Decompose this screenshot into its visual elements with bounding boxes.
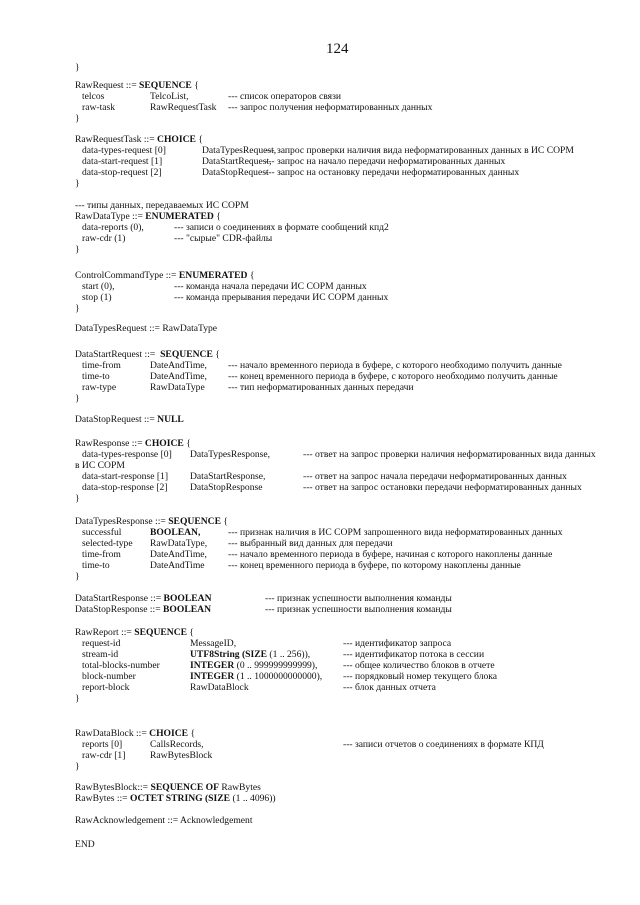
- asn1-field-type: DataTypesResponse,: [190, 449, 271, 460]
- asn1-field-type: RawDataBlock: [190, 682, 249, 693]
- asn1-field-name: raw-cdr [1]: [82, 750, 126, 761]
- asn1-field-name: }: [75, 693, 80, 704]
- asn1-field-name: }: [75, 493, 80, 504]
- asn1-field-name: END: [75, 839, 95, 850]
- asn1-comment: --- запрос получения неформатированных данных: [228, 102, 433, 113]
- asn1-field-name: time-to: [82, 560, 110, 571]
- asn1-field-type: MessageID,: [190, 638, 237, 649]
- asn1-comment: --- записи отчетов о соединениях в формате КПД: [343, 739, 544, 750]
- asn1-field-type: UTF8String (SIZE (1 .. 256)),: [190, 649, 311, 660]
- asn1-field-type: DataStartResponse,: [190, 471, 266, 482]
- asn1-line: DataStartRequest ::= SEQUENCE {: [75, 349, 220, 360]
- asn1-comment: --- признак успешности выполнения команды: [265, 604, 452, 615]
- asn1-comment: --- начало временного периода в буфере, начиная с которого накоплены данные: [228, 549, 553, 560]
- asn1-field-name: raw-task: [82, 102, 116, 113]
- asn1-field-name: RawAcknowledgement ::= Acknowledgement: [75, 815, 253, 826]
- asn1-field-name: telcos: [82, 91, 105, 102]
- asn1-field-name: selected-type: [82, 538, 133, 549]
- asn1-field-type: DateAndTime: [150, 560, 205, 571]
- asn1-field-name: request-id: [82, 638, 121, 649]
- asn1-field-name: }: [75, 244, 80, 255]
- asn1-field-name: reports [0]: [82, 739, 123, 750]
- asn1-definition: DataStopResponse ::= BOOLEAN: [75, 604, 212, 615]
- asn1-field-name: }: [75, 62, 80, 73]
- page-number: 124: [326, 41, 349, 57]
- asn1-comment: --- команда начала передачи ИС СОРМ данных: [174, 281, 367, 292]
- asn1-line: RawRequest ::= SEQUENCE {: [75, 80, 199, 91]
- asn1-line: RawDataType ::= ENUMERATED {: [75, 211, 221, 222]
- asn1-comment: --- команда прерывания передачи ИС СОРМ данных: [174, 292, 389, 303]
- asn1-field-type: RawDataType,: [150, 538, 208, 549]
- asn1-line: RawDataBlock ::= CHOICE {: [75, 728, 196, 739]
- asn1-field-name: }: [75, 393, 80, 404]
- asn1-field-name: time-from: [82, 549, 121, 560]
- asn1-comment: --- ответ на запрос проверки наличия неформатированных вида данных: [303, 449, 596, 460]
- asn1-field-name: stop (1): [82, 292, 112, 303]
- asn1-comment: --- конец временного периода в буфере, с которого необходимо получить данные: [228, 371, 558, 382]
- asn1-field-name: data-reports (0),: [82, 222, 144, 233]
- asn1-field-name: data-start-request [1]: [82, 156, 163, 167]
- asn1-field-type: DateAndTime,: [150, 371, 207, 382]
- asn1-line: RawReport ::= SEQUENCE {: [75, 627, 195, 638]
- asn1-comment: --- порядковый номер текущего блока: [343, 671, 498, 682]
- asn1-comment: --- список операторов связи: [228, 91, 342, 102]
- asn1-field-type: BOOLEAN,: [150, 527, 201, 538]
- asn1-line: RawRequestTask ::= CHOICE {: [75, 134, 203, 145]
- asn1-field-name: }: [75, 571, 80, 582]
- asn1-comment: --- запрос на остановку передачи неформатированных данных: [265, 167, 520, 178]
- asn1-field-name: data-start-response [1]: [82, 471, 169, 482]
- asn1-field-type: INTEGER (0 .. 999999999999),: [190, 660, 318, 671]
- asn1-field-type: INTEGER (1 .. 1000000000000),: [190, 671, 323, 682]
- asn1-field-type: DateAndTime,: [150, 360, 207, 371]
- asn1-field-name: block-number: [82, 671, 136, 682]
- asn1-line: DataTypesResponse ::= SEQUENCE {: [75, 516, 228, 527]
- asn1-line: ControlCommandType ::= ENUMERATED {: [75, 270, 255, 281]
- asn1-field-name: }: [75, 761, 80, 772]
- asn1-field-name: start (0),: [82, 281, 115, 292]
- asn1-line: RawBytes ::= OCTET STRING (SIZE (1 .. 4096)): [75, 793, 276, 804]
- asn1-comment: --- запрос на начало передачи неформатированных данных: [265, 156, 506, 167]
- asn1-comment: --- ответ на запрос начала передачи неформатированных данных: [303, 471, 567, 482]
- asn1-field-type: DataStopRequest: [202, 167, 269, 178]
- asn1-comment: --- запрос проверки наличия вида неформатированных данных в ИС СОРМ: [265, 145, 574, 156]
- asn1-field-name: data-stop-request [2]: [82, 167, 162, 178]
- asn1-field-name: в ИС СОРМ: [75, 460, 125, 471]
- asn1-field-type: RawRequestTask: [150, 102, 217, 113]
- asn1-field-name: total-blocks-number: [82, 660, 160, 671]
- asn1-field-name: time-from: [82, 360, 121, 371]
- asn1-comment: --- тип неформатированных данных передачи: [228, 382, 414, 393]
- asn1-field-type: DateAndTime,: [150, 549, 207, 560]
- asn1-comment: --- идентификатор запроса: [343, 638, 452, 649]
- asn1-field-name: }: [75, 178, 80, 189]
- asn1-field-name: raw-cdr (1): [82, 233, 126, 244]
- asn1-field-name: data-stop-response [2]: [82, 482, 168, 493]
- asn1-field-type: DataStartRequest,: [202, 156, 272, 167]
- asn1-comment: --- ответ на запрос остановки передачи неформатированных данных: [303, 482, 582, 493]
- asn1-field-name: data-types-response [0]: [82, 449, 172, 460]
- asn1-field-type: CallsRecords,: [150, 739, 204, 750]
- asn1-field-name: successful: [82, 527, 122, 538]
- asn1-comment: --- записи о соединениях в формате сообщений кпд2: [174, 222, 389, 233]
- asn1-definition: DataStartResponse ::= BOOLEAN: [75, 593, 212, 604]
- asn1-field-type: RawBytesBlock: [150, 750, 213, 761]
- asn1-comment: --- типы данных, передаваемых ИС СОРМ: [75, 200, 249, 211]
- asn1-field-name: data-types-request [0]: [82, 145, 166, 156]
- asn1-field-name: }: [75, 113, 80, 124]
- asn1-field-name: stream-id: [82, 649, 119, 660]
- asn1-field-name: }: [75, 303, 80, 314]
- asn1-field-name: time-to: [82, 371, 110, 382]
- asn1-line: RawResponse ::= CHOICE {: [75, 438, 191, 449]
- asn1-comment: --- признак успешности выполнения команды: [265, 593, 452, 604]
- asn1-field-type: TelcoList,: [150, 91, 189, 102]
- asn1-comment: --- признак наличия в ИС СОРМ запрошенного вида неформатированных данных: [228, 527, 563, 538]
- asn1-comment: --- общее количество блоков в отчете: [343, 660, 495, 671]
- asn1-field-name: DataTypesRequest ::= RawDataType: [75, 323, 218, 334]
- asn1-field-type: DataTypesRequest,: [202, 145, 277, 156]
- asn1-field-type: DataStopResponse: [190, 482, 263, 493]
- asn1-comment: --- начало временного периода в буфере, с которого необходимо получить данные: [228, 360, 562, 371]
- asn1-comment: --- блок данных отчета: [343, 682, 436, 693]
- asn1-comment: --- "сырые" CDR-файлы: [174, 233, 273, 244]
- asn1-line: RawBytesBlock::= SEQUENCE OF RawBytes: [75, 782, 261, 793]
- asn1-field-type: RawDataType: [150, 382, 205, 393]
- asn1-comment: --- идентификатор потока в сессии: [343, 649, 485, 660]
- asn1-line: DataStopRequest ::= NULL: [75, 414, 184, 425]
- asn1-comment: --- конец временного периода в буфере, по которому накоплены данные: [228, 560, 521, 571]
- asn1-comment: --- выбранный вид данных для передачи: [228, 538, 393, 549]
- asn1-field-name: report-block: [82, 682, 130, 693]
- asn1-field-name: raw-type: [82, 382, 117, 393]
